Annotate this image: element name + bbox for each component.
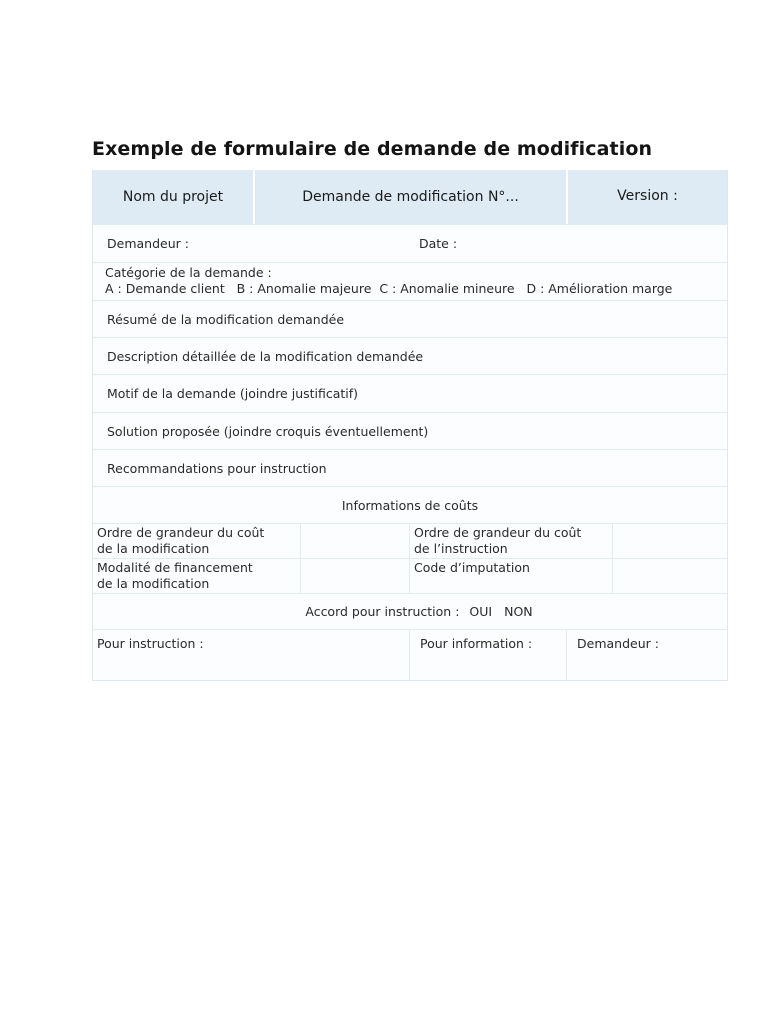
modification-cost-line2: de la modification <box>97 541 210 556</box>
requester-signature-cell <box>567 630 727 680</box>
funding-method-line1: Modalité de financement <box>97 560 253 575</box>
funding-method-label <box>93 559 301 593</box>
signature-row <box>93 629 727 680</box>
solution-label: Solution proposée (joindre croquis éventuellement) <box>107 423 429 439</box>
funding-method-value <box>301 559 410 593</box>
cost-row-1 <box>93 523 727 558</box>
modification-cost-value <box>301 524 410 558</box>
agreement-row <box>93 593 727 629</box>
date-label: Date : <box>419 236 458 251</box>
change-request-form <box>92 170 728 681</box>
reason-row <box>93 374 727 412</box>
request-number-label: Demande de modification N°... <box>255 170 568 224</box>
imputation-code-value <box>613 559 727 593</box>
page-title: Exemple de formulaire de demande de modification <box>92 138 653 160</box>
category-options: A : Demande client B : Anomalie majeure C : Anomalie mineure D : Amélioration marge <box>105 281 673 296</box>
cost-info-heading-row <box>93 486 727 523</box>
instruction-cost-line2: de l’instruction <box>414 541 508 556</box>
reason-label: Motif de la demande (joindre justificatif) <box>107 386 359 401</box>
requester-label: Demandeur : <box>107 236 189 251</box>
agreement-no: NON <box>504 604 533 619</box>
instruction-cost-label <box>410 524 613 558</box>
project-name-label: Nom du projet <box>93 170 255 224</box>
requester-row <box>93 224 727 262</box>
for-instruction-label: Pour instruction : <box>97 636 204 651</box>
for-information-cell <box>410 630 567 680</box>
description-row <box>93 337 727 374</box>
imputation-code-label <box>410 559 613 593</box>
recommendations-row <box>93 449 727 486</box>
instruction-cost-value <box>613 524 727 558</box>
funding-method-line2: de la modification <box>97 576 210 591</box>
modification-cost-line1: Ordre de grandeur du coût <box>97 525 265 540</box>
requester-signature-label: Demandeur : <box>577 636 659 651</box>
modification-cost-label <box>93 524 301 558</box>
version-label: Version : <box>617 188 678 204</box>
imputation-code-text: Code d’imputation <box>414 560 530 575</box>
recommendations-label: Recommandations pour instruction <box>107 460 327 476</box>
agreement-yes: OUI <box>469 604 493 619</box>
instruction-cost-line1: Ordre de grandeur du coût <box>414 525 582 540</box>
summary-label: Résumé de la modification demandée <box>107 311 345 327</box>
cost-row-2 <box>93 558 727 593</box>
description-label: Description détaillée de la modification demandée <box>107 348 424 364</box>
solution-row <box>93 412 727 449</box>
for-information-label: Pour information : <box>420 636 533 651</box>
category-row <box>93 262 727 300</box>
category-title: Catégorie de la demande : <box>105 265 272 280</box>
cost-info-heading: Informations de coûts <box>341 497 479 513</box>
summary-row <box>93 300 727 337</box>
agreement-label: Accord pour instruction : <box>305 604 460 619</box>
form-header <box>93 170 727 224</box>
for-instruction-cell <box>93 630 410 680</box>
